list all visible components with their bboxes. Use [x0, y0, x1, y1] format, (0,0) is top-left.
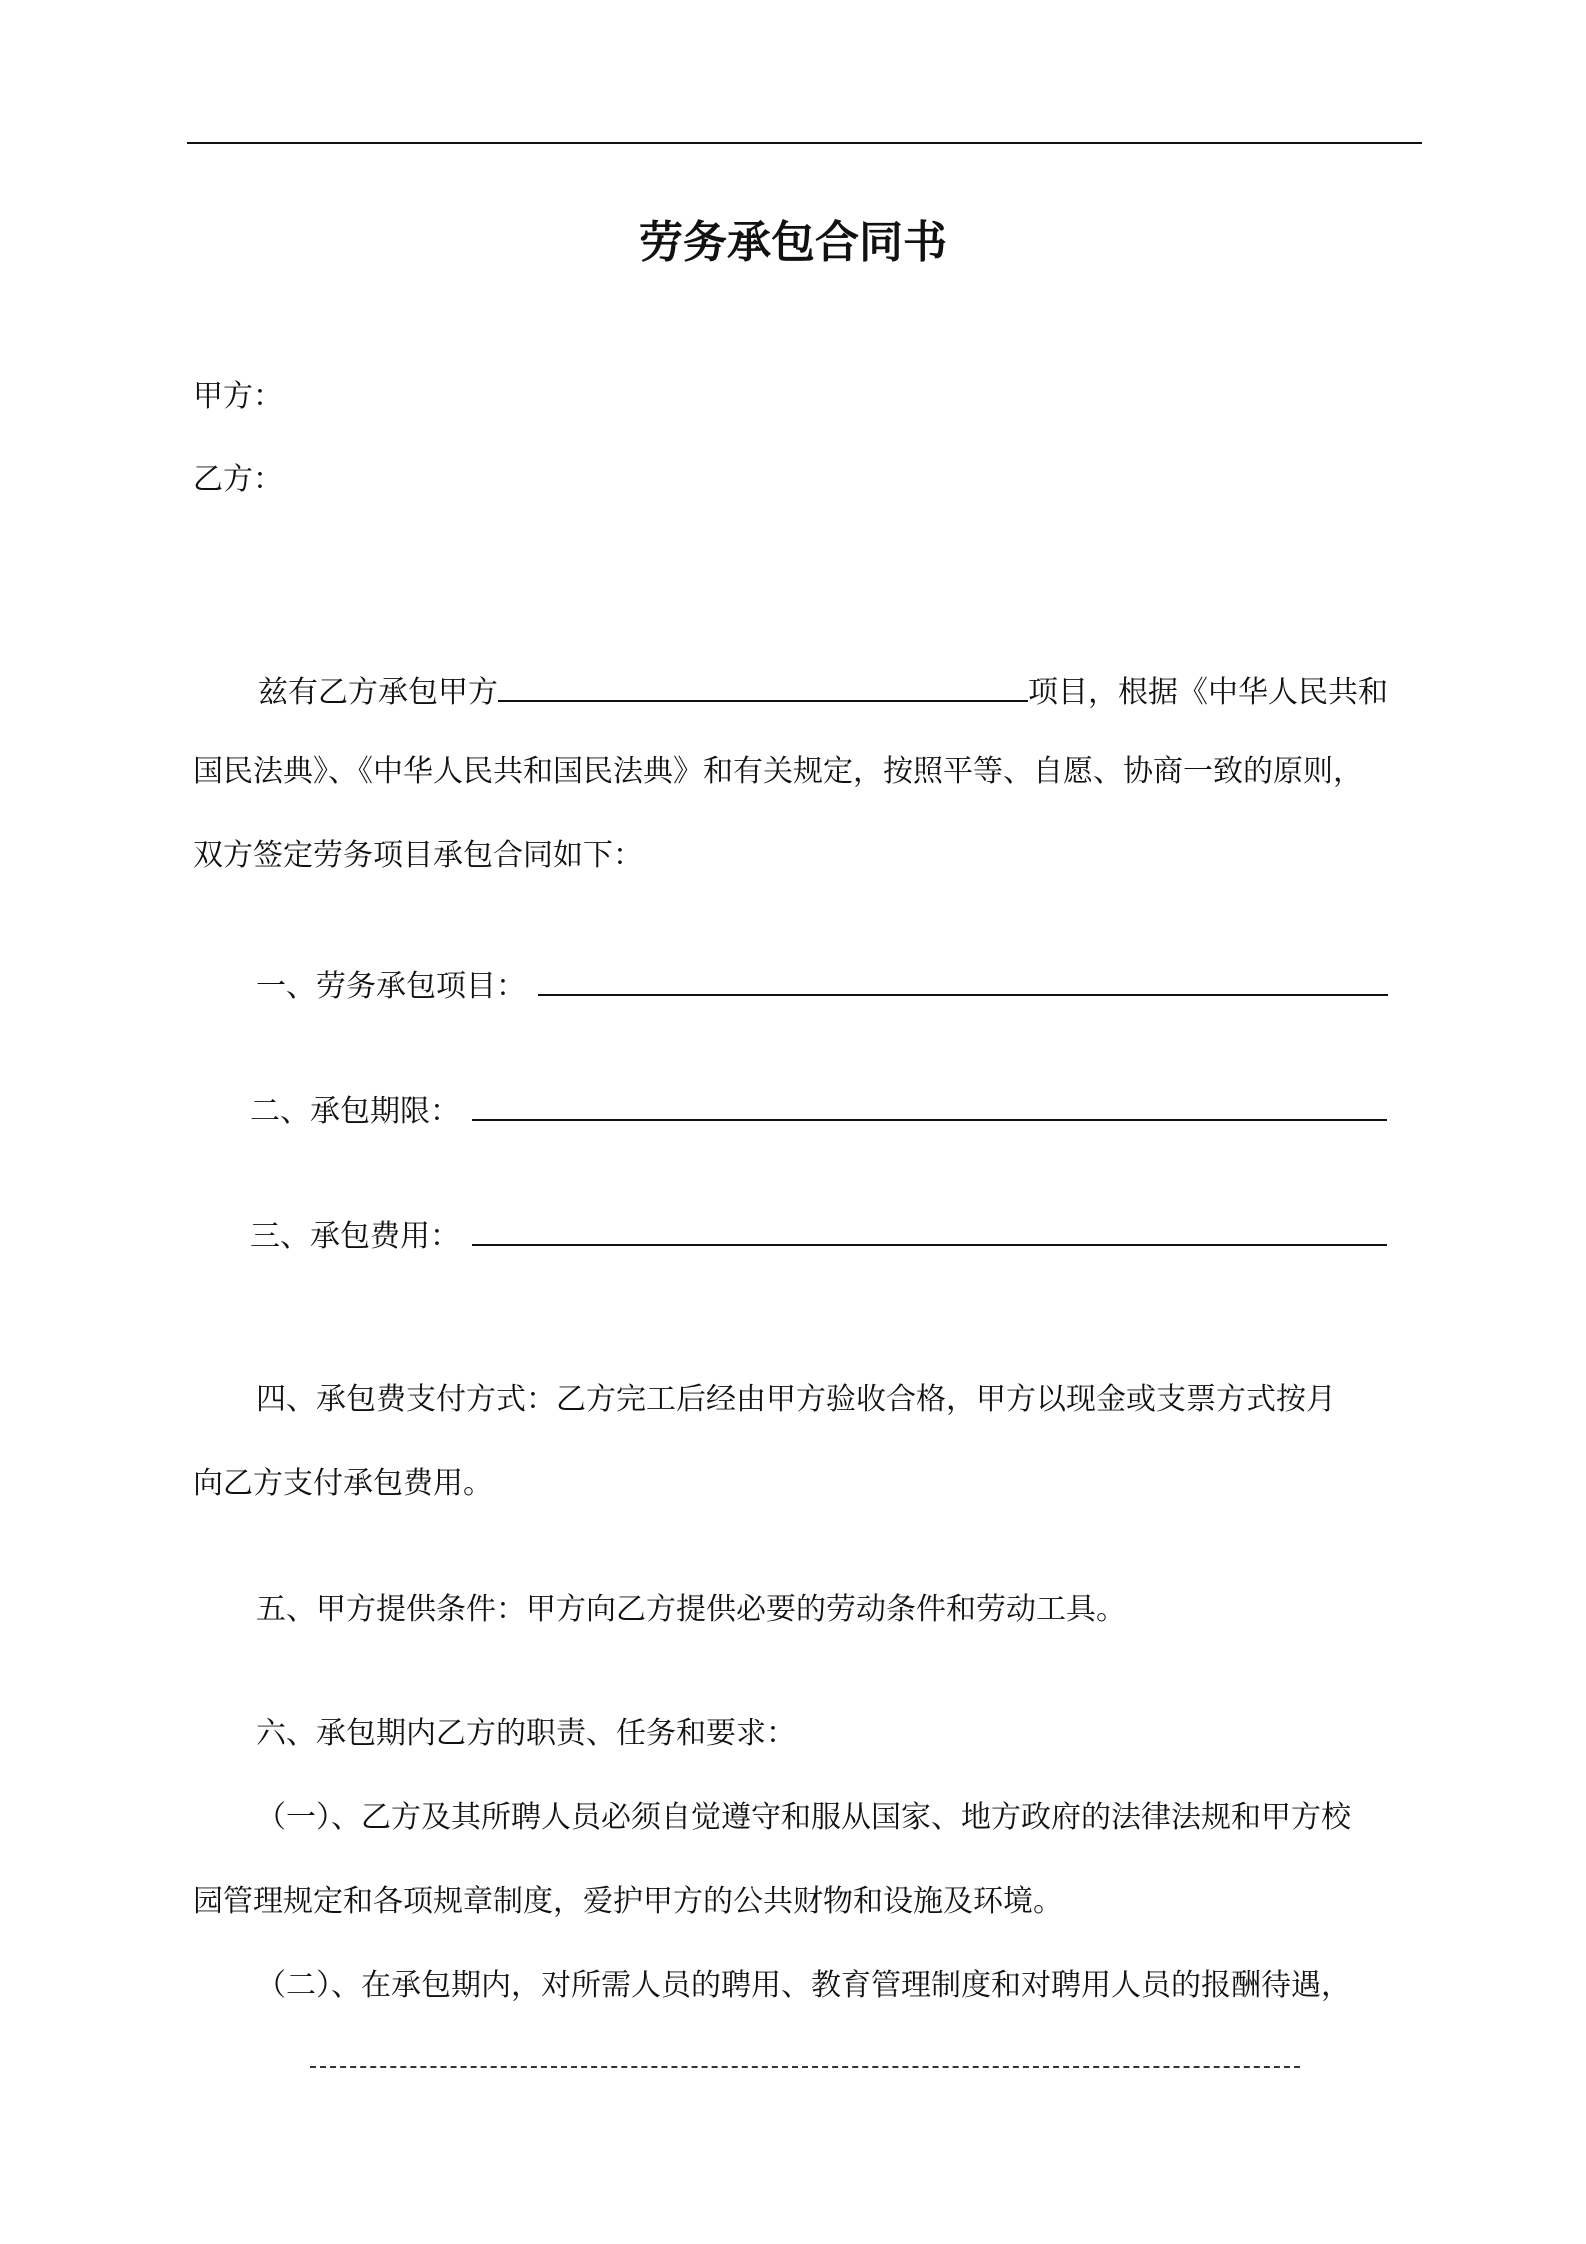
item-4-line-1: 四、承包费支付方式：乙方完工后经由甲方验收合格，甲方以现金或支票方式按月 [256, 1382, 1336, 1417]
sub-1-line-1: （一）、乙方及其所聘人员必须自觉遵守和服从国家、地方政府的法律法规和甲方校 [256, 1800, 1351, 1835]
item-3-blank[interactable] [472, 1210, 1387, 1246]
item-3-label: 三、承包费用： [250, 1219, 460, 1254]
item-6: 六、承包期内乙方的职责、任务和要求： [256, 1716, 796, 1751]
project-name-blank[interactable] [498, 666, 1028, 702]
document-title: 劳务承包合同书 [639, 217, 947, 268]
intro-line-1-after: 项目，根据《中华人民共和 [1028, 675, 1388, 710]
intro-line-2: 国民法典》、《中华人民共和国民法典》和有关规定，按照平等、自愿、协商一致的原则， [193, 754, 1363, 789]
sub-1-line-2: 园管理规定和各项规章制度，爱护甲方的公共财物和设施及环境。 [193, 1884, 1063, 1919]
intro-line-1-before: 兹有乙方承包甲方 [258, 675, 498, 710]
item-2 [250, 1085, 1387, 1134]
page-break-dashed-rule [310, 2066, 1300, 2068]
party-a-label: 甲方： [193, 379, 283, 414]
item-5: 五、甲方提供条件：甲方向乙方提供必要的劳动条件和劳动工具。 [256, 1592, 1126, 1627]
item-2-label: 二、承包期限： [250, 1094, 460, 1129]
item-3 [250, 1210, 1387, 1259]
intro-line-3: 双方签定劳务项目承包合同如下： [193, 838, 643, 873]
item-1 [256, 960, 1388, 1009]
item-4-line-2: 向乙方支付承包费用。 [193, 1466, 493, 1501]
item-2-blank[interactable] [472, 1085, 1387, 1121]
item-1-label: 一、劳务承包项目： [256, 969, 526, 1004]
sub-2-line-1: （二）、在承包期内，对所需人员的聘用、教育管理制度和对聘用人员的报酬待遇， [256, 1968, 1351, 2003]
party-b-label: 乙方： [193, 462, 283, 497]
item-1-blank[interactable] [538, 960, 1388, 996]
header-rule [187, 142, 1422, 144]
intro-line-1 [258, 666, 1388, 715]
